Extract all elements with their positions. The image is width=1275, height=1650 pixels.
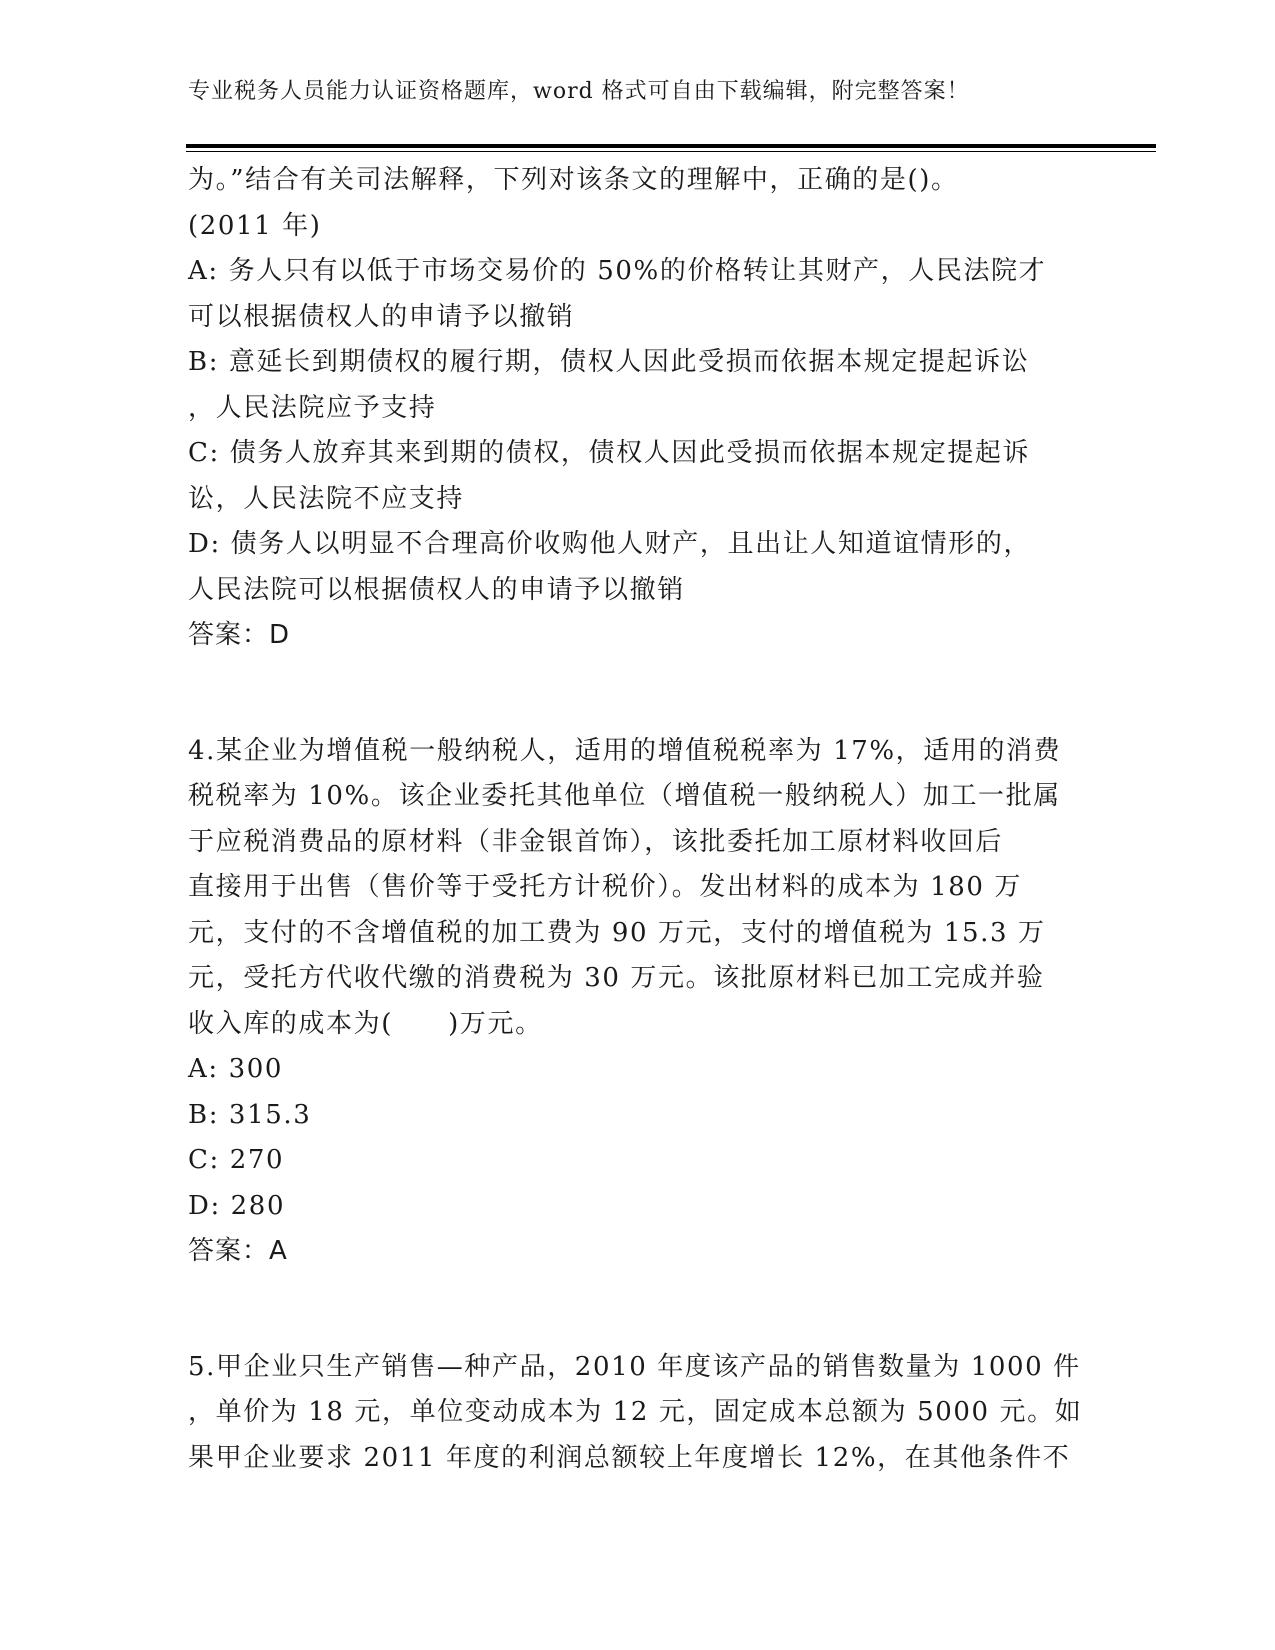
question-3-option-a: [188, 249, 1088, 340]
question-4-answer: 答案：A: [188, 1236, 288, 1266]
option-line: D: 债务人以明显不合理高价收购他人财产，且出让人知道谊情形的，: [188, 529, 1032, 559]
option-line: 可以根据债权人的申请予以撤销: [188, 301, 575, 332]
question-4-option-a: A: 300: [188, 1054, 284, 1084]
question-stem-line: 果甲企业要求 2011 年度的利润总额较上年度增长 12%，在其他条件不: [188, 1442, 1071, 1473]
question-3-option-b: [188, 340, 1088, 431]
document-body: [188, 158, 1088, 1481]
question-stem-line: 于应税消费品的原材料（非金银首饰），该批委托加工原材料收回后: [188, 826, 1004, 857]
question-4-stem: [188, 729, 1088, 1048]
question-4-option-d: D: 280: [188, 1190, 286, 1221]
question-stem-line: 直接用于出售（售价等于受托方计税价）。发出材料的成本为 180 万: [188, 872, 1022, 902]
question-stem-line: 税税率为 10%。该企业委托其他单位（增值税一般纳税人）加工一批属: [188, 781, 1061, 811]
question-stem-line: 4.某企业为增值税一般纳税人，适用的增值税税率为 17%，适用的消费: [188, 735, 1062, 766]
option-line: ，人民法院应予支持: [188, 392, 437, 423]
question-stem-line: (2011 年): [188, 210, 322, 241]
question-stem-line: 5.甲企业只生产销售—种产品，2010 年度该产品的销售数量为 1000 件: [188, 1351, 1081, 1382]
header-rule-thick: [186, 144, 1156, 148]
question-stem-line: 为。”结合有关司法解释，下列对该条文的理解中，正确的是()。: [188, 165, 959, 195]
question-4-option-b: B: 315.3: [188, 1099, 312, 1130]
question-4-option-c: C: 270: [188, 1145, 285, 1175]
option-line: C: 债务人放弃其来到期的债权，债权人因此受损而依据本规定提起诉: [188, 438, 1031, 468]
question-stem-line: ，单价为 18 元，单位变动成本为 12 元，固定成本总额为 5000 元。如: [188, 1397, 1083, 1427]
spacer: [188, 659, 1088, 729]
question-3-answer: 答案：D: [188, 620, 291, 650]
question-stem-line: 收入库的成本为( )万元。: [188, 1008, 543, 1039]
option-line: 人民法院可以根据债权人的申请予以撤销: [188, 574, 685, 605]
option-line: A: 务人只有以低于市场交易价的 50%的价格转让其财产，人民法院才: [188, 256, 1047, 286]
spacer: [188, 1275, 1088, 1345]
question-3-stem: [188, 158, 1088, 249]
question-3-option-d: [188, 522, 1088, 613]
page-header: 专业税务人员能力认证资格题库，word 格式可自由下载编辑，附完整答案！: [188, 79, 970, 104]
question-stem-line: 元，受托方代收代缴的消费税为 30 万元。该批原材料已加工完成并验: [188, 963, 1045, 993]
option-line: B: 意延长到期债权的履行期，债权人因此受损而依据本规定提起诉讼: [188, 347, 1030, 377]
question-3-option-c: [188, 431, 1088, 522]
question-stem-line: 元，支付的不含增值税的加工费为 90 万元，支付的增值税为 15.3 万: [188, 917, 1046, 948]
question-5-stem: [188, 1345, 1088, 1482]
header-rule-thin: [186, 151, 1156, 152]
option-line: 讼，人民法院不应支持: [188, 483, 465, 514]
